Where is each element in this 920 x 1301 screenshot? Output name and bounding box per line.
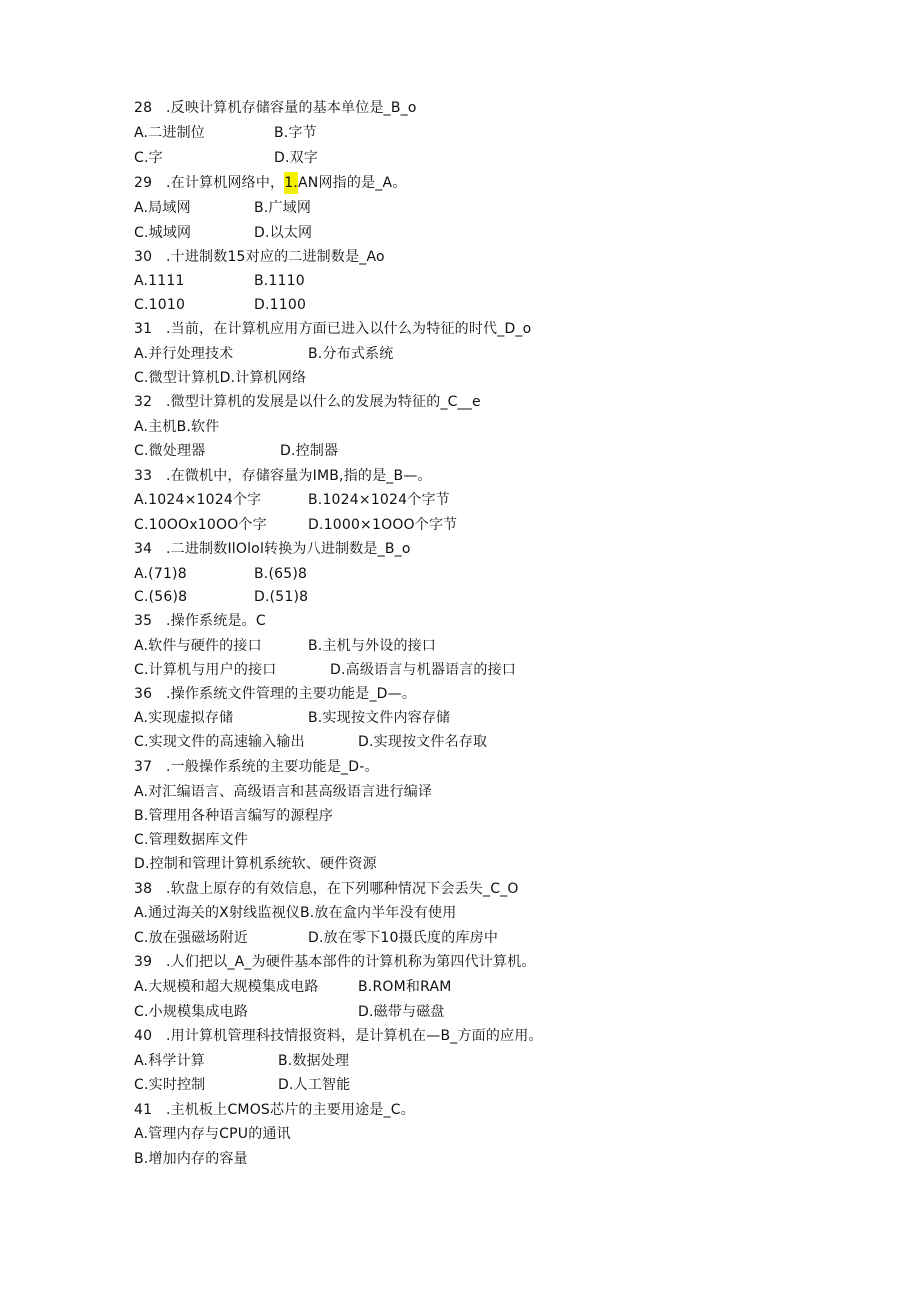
question-number: 29: [134, 175, 153, 191]
option-row: [134, 1148, 248, 1170]
option-text: B.1110: [254, 273, 305, 289]
option-text: C.(56)8: [134, 589, 188, 605]
option-text: A.通过海关的X射线监视仪B.放在盒内半年没有使用: [134, 905, 457, 921]
question-stem: [134, 172, 406, 194]
option-text: A.1111: [134, 273, 185, 289]
question-text: .人们把以_A_为硬件基本部件的计算机称为第四代计算机。: [166, 954, 536, 970]
option-row: [134, 976, 452, 998]
option-text: C.字: [134, 150, 163, 166]
question-stem: [134, 683, 416, 705]
option-text: C.实时控制: [134, 1077, 206, 1093]
option-text: C.城域网: [134, 225, 192, 241]
option-text: B.广域网: [254, 200, 312, 216]
option-text: B.分布式系统: [308, 346, 394, 362]
option-text: A.(71)8: [134, 566, 187, 582]
option-row: [134, 197, 312, 219]
question-text: .操作系统文件管理的主要功能是_D—。: [166, 686, 417, 702]
question-number: 31: [134, 321, 153, 337]
option-text: A.并行处理技术: [134, 346, 234, 362]
question-number: 35: [134, 613, 153, 629]
option-text: D.1100: [254, 297, 307, 313]
option-row: [134, 1001, 445, 1023]
option-text: B.ROM和RAM: [358, 979, 452, 995]
question-text: .软盘上原存的有效信息，在下列哪种情况下会丢失_C_O: [166, 881, 519, 897]
option-text: A.局域网: [134, 200, 191, 216]
option-row: [134, 1050, 350, 1072]
option-row: [134, 1074, 351, 1096]
question-text: .二进制数IlOlol转换为八进制数是_B_o: [166, 541, 411, 557]
option-row: [134, 853, 377, 875]
option-text: A.科学计算: [134, 1053, 205, 1069]
question-text: AN网指的是_A。: [298, 175, 407, 191]
option-text: D.放在零下10摄氏度的库房中: [308, 930, 499, 946]
option-row: [134, 707, 451, 729]
option-row: [134, 489, 450, 511]
option-row: [134, 122, 317, 144]
option-row: [134, 147, 319, 169]
option-row: [134, 270, 305, 292]
question-text: .十进制数15对应的二进制数是_Ao: [166, 249, 385, 265]
option-text: D.1000×1OOO个字节: [308, 517, 458, 533]
option-text: B.字节: [274, 125, 317, 141]
option-text: D.高级语言与机器语言的接口: [330, 662, 517, 678]
question-number: 34: [134, 541, 153, 557]
question-text: .当前，在计算机应用方面已进入以什么为特征的时代_D_o: [166, 321, 532, 337]
question-stem: [134, 1025, 543, 1047]
option-row: [134, 902, 456, 924]
question-stem: [134, 610, 266, 632]
option-text: B.管理用各种语言编写的源程序: [134, 808, 334, 824]
option-row: [134, 635, 437, 657]
option-row: [134, 514, 458, 536]
option-text: B.数据处理: [278, 1053, 350, 1069]
question-text: .用计算机管理科技情报资料，是计算机在—B_方面的应用。: [166, 1028, 543, 1044]
question-number: 32: [134, 394, 153, 410]
option-text: C.放在强磁场附近: [134, 930, 249, 946]
question-stem: [134, 246, 385, 268]
option-row: [134, 563, 308, 585]
option-text: C.微处理器: [134, 443, 206, 459]
option-row: [134, 659, 517, 681]
option-text: D.(51)8: [254, 589, 309, 605]
question-number: 37: [134, 759, 153, 775]
question-number: 30: [134, 249, 153, 265]
option-text: A.对汇编语言、高级语言和甚高级语言进行编译: [134, 784, 433, 800]
option-text: A.主机B.软件: [134, 419, 220, 435]
option-row: [134, 416, 219, 438]
option-text: C.10OOx10OO个字: [134, 517, 267, 533]
option-text: D.控制和管理计算机系统软、硬件资源: [134, 856, 377, 872]
question-stem: [134, 756, 379, 778]
option-text: A.软件与硬件的接口: [134, 638, 262, 654]
question-stem: [134, 878, 519, 900]
option-row: [134, 805, 333, 827]
option-text: D.控制器: [280, 443, 339, 459]
question-text: .微型计算机的发展是以什么的发展为特征的_C__e: [166, 394, 481, 410]
option-text: A.大规模和超大规模集成电路: [134, 979, 319, 995]
question-number: 39: [134, 954, 153, 970]
highlighted-text: 1.: [284, 172, 298, 194]
question-stem: [134, 951, 536, 973]
option-row: [134, 586, 309, 608]
question-number: 40: [134, 1028, 153, 1044]
option-text: A.管理内存与CPU的通讯: [134, 1126, 291, 1142]
option-text: C.1010: [134, 297, 186, 313]
option-text: A.1024×1024个字: [134, 492, 262, 508]
option-text: A.二进制位: [134, 125, 205, 141]
option-text: D.以太网: [254, 225, 313, 241]
option-text: A.实现虚拟存储: [134, 710, 234, 726]
question-text: .主机板上CMOS芯片的主要用途是_C。: [166, 1102, 415, 1118]
option-row: [134, 440, 339, 462]
option-text: C.计算机与用户的接口: [134, 662, 277, 678]
option-row: [134, 343, 394, 365]
question-text: .一般操作系统的主要功能是_D-。: [166, 759, 379, 775]
question-text: .在微机中，存储容量为IMB,指的是_B—。: [166, 468, 432, 484]
option-row: [134, 294, 307, 316]
question-stem: [134, 465, 432, 487]
question-number: 33: [134, 468, 153, 484]
option-text: C.管理数据库文件: [134, 832, 249, 848]
question-number: 41: [134, 1102, 153, 1118]
option-row: [134, 367, 306, 389]
option-text: D.磁带与磁盘: [358, 1004, 445, 1020]
option-text: D.实现按文件名存取: [358, 734, 488, 750]
option-text: D.人工智能: [278, 1077, 351, 1093]
option-text: B.实现按文件内容存储: [308, 710, 451, 726]
option-text: C.实现文件的高速输入输出: [134, 734, 305, 750]
option-text: D.双字: [274, 150, 319, 166]
question-stem: [134, 538, 411, 560]
question-text: .在计算机网络中，: [166, 175, 285, 191]
question-stem: [134, 1099, 415, 1121]
question-number: 36: [134, 686, 153, 702]
question-stem: [134, 97, 417, 119]
option-row: [134, 222, 313, 244]
option-row: [134, 1123, 291, 1145]
option-text: C.微型计算机D.计算机网络: [134, 370, 307, 386]
option-row: [134, 781, 432, 803]
option-text: B.1024×1024个字节: [308, 492, 450, 508]
question-text: .反映计算机存储容量的基本单位是_B_o: [166, 100, 417, 116]
question-number: 38: [134, 881, 153, 897]
option-text: B.(65)8: [254, 566, 308, 582]
option-row: [134, 927, 499, 949]
option-text: B.增加内存的容量: [134, 1151, 248, 1167]
question-stem: [134, 391, 481, 413]
question-number: 28: [134, 100, 153, 116]
option-row: [134, 731, 488, 753]
option-text: C.小规模集成电路: [134, 1004, 249, 1020]
question-stem: [134, 318, 531, 340]
option-text: B.主机与外设的接口: [308, 638, 437, 654]
option-row: [134, 829, 248, 851]
question-text: .操作系统是。C: [166, 613, 266, 629]
